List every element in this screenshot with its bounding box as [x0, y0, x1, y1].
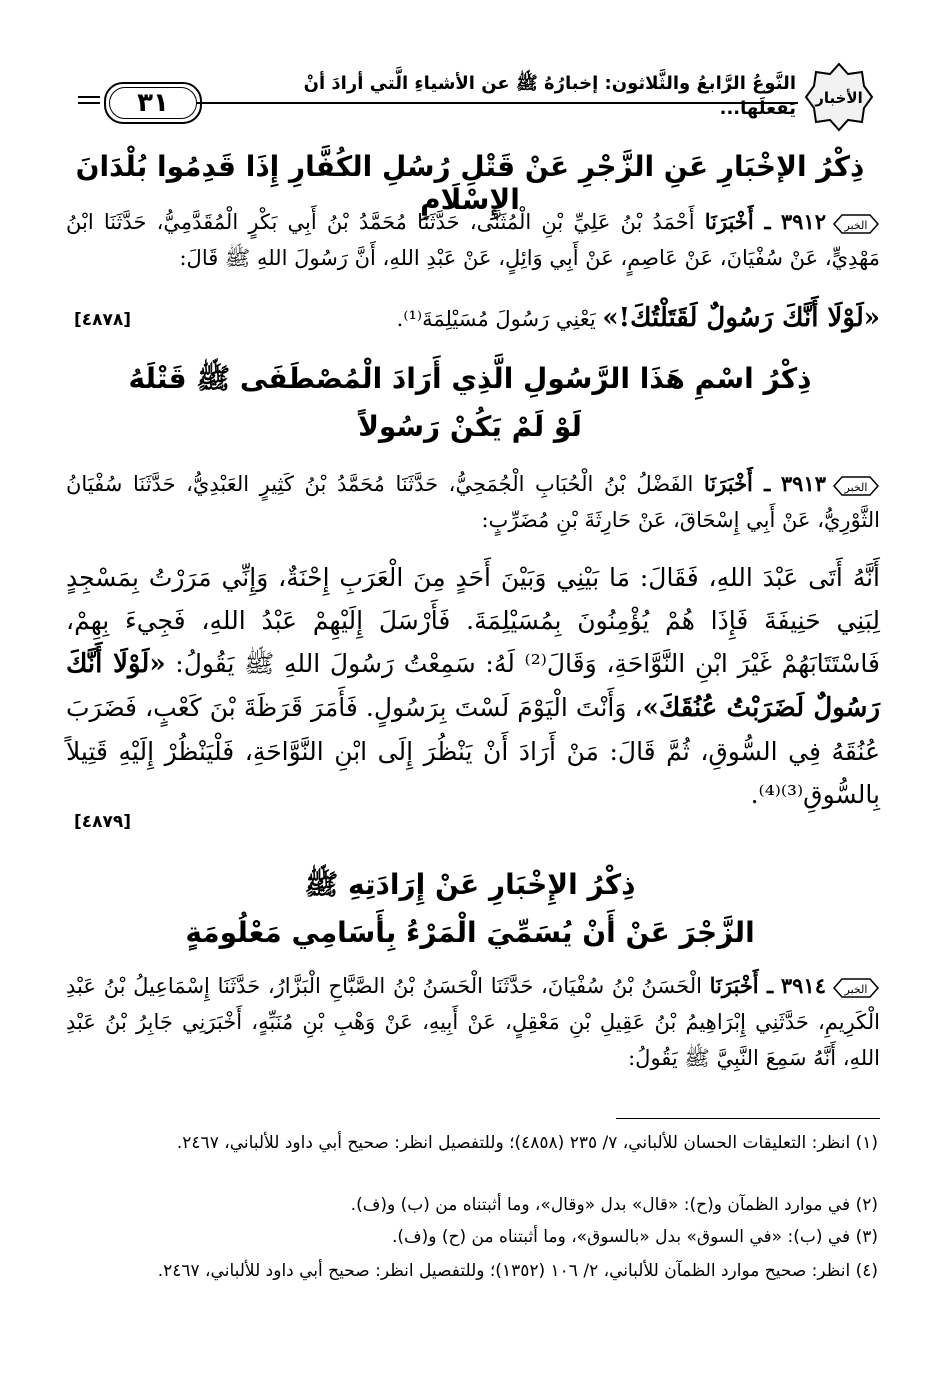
- section-heading-1: ذِكْرُ الإخْبَارِ عَنِ الزَّجْرِ عَنْ قَتْلِ رُسُلِ الكُفَّارِ إِذَا قَدِمُوا بُلْدَانَ الإِسْلَامِ: [75, 150, 865, 216]
- chapter-badge-icon: [804, 62, 874, 132]
- akhbarana-label: ـ أَخْبَرَنَا: [709, 973, 774, 998]
- page-header: [78, 60, 874, 134]
- matn-text: يَعْنِي رَسُولَ مُسَيْلِمَةَ⁽¹⁾.: [396, 307, 603, 331]
- hadith-marker-icon: [832, 213, 880, 235]
- page-number-box: [104, 82, 202, 124]
- isnad-text: أَحْمَدُ بْنُ عَلِيِّ بْنِ الْمُثَنَّى، حَدَّثَنَا مُحَمَّدُ بْنُ أَبِي بَكْرٍ الْمُقَدَّمِيُّ، حَدَّثَنَا ابْنُ مَهْدِيٍّ، عَنْ سُفْيَانَ، عَنْ عَاصِمٍ، عَنْ أَبِي وَائِلٍ، عَنْ عَبْدِ اللهِ، أَنَّ رَسُولَ اللهِ ﷺ قَالَ:: [66, 210, 880, 270]
- footnote-3: (٣) في (ب): «في السوق» بدل «بالسوق»، وما أثبتناه من (ح) و(ف).: [391, 1227, 878, 1247]
- akhbarana-label: ـ أَخْبَرَنَا: [703, 471, 771, 496]
- footnote-2: (٢) في موارد الظمآن و(ح): «قال» بدل «وقال»، وما أثبتناه من (ب) و(ف).: [350, 1195, 878, 1215]
- matn-text-1: أَنَّهُ أَتَى عَبْدَ اللهِ، فَقَالَ: مَا بَيْنِي وَبَيْنَ أَحَدٍ مِنَ الْعَرَبِ إِحْنَةٌ، وَإِنِّي مَرَرْتُ بِمَسْجِدٍ لِبَنِي حَنِيفَةَ فَإِذَا هُمْ يُؤْمِنُونَ بِمُسَيْلِمَةَ. فَأَرْسَلَ إِلَيْهِمْ عَبْدُ اللهِ، فَجِيءَ بِهِمْ، فَاسْتَتَابَهُمْ غَيْرَ ابْنِ النَّوَّاحَةِ، وَقَالَ⁽²⁾ لَهُ: سَمِعْتُ رَسُولَ اللهِ ﷺ يَقُولُ:: [66, 563, 881, 678]
- hadith-3914: [66, 968, 880, 1076]
- section-heading-3-line-1: ذِكْرُ الإِخْبَارِ عَنْ إِرَادَتِهِ ﷺ: [304, 868, 636, 901]
- footnote-1: (١) انظر: التعليقات الحسان للألباني، ٧/ ٢٣٥ (٤٨٥٨)؛ وللتفصيل انظر: صحيح أبي داود للألباني، ٢٤٦٧.: [176, 1133, 878, 1153]
- running-title: النَّوعُ الرَّابعُ والثَّلاثون: إخبارُهُ ﷺ عن الأشياءِ الَّتي أرادَ أنْ يَفعلَها...: [303, 73, 796, 119]
- hadith-marker-label: الخبر: [844, 218, 868, 232]
- footnote-rule: [616, 1118, 880, 1119]
- matn-text-2: ، وَأَنْتَ الْيَوْمَ لَسْتَ بِرَسُولٍ. فَأَمَرَ قَرَظَةَ بْنَ كَعْبٍ، فَضَرَبَ عُنُقَهُ فِي السُّوقِ، ثُمَّ قَالَ: مَنْ أَرَادَ أَنْ يَنْظُرَ إِلَى ابْنِ النَّوَّاحَةِ، فَلْيَنْظُرْ إِلَيْهِ قَتِيلاً بِالسُّوقِ⁽³⁾⁽⁴⁾.: [66, 693, 880, 809]
- isnad-text: الفَضْلُ بْنُ الْحُبَابِ الْجُمَحِيُّ، حَدَّثَنَا مُحَمَّدُ بْنُ كَثِيرٍ العَبْدِيُّ، حَدَّثَنَا سُفْيَانُ الثَّوْرِيُّ، عَنْ أَبِي إِسْحَاقَ، عَنْ حَارِثَةَ بْنِ مُضَرِّبٍ:: [66, 472, 880, 532]
- hadith-marker-label: الخبر: [844, 480, 868, 494]
- hadith-saying: «لَوْلَا أَنَّكَ رَسُولٌ لَضَرَبْتُ عُنُقَكَ»: [66, 649, 880, 723]
- header-rule: [196, 102, 798, 104]
- hadith-number: ٣٩١٢: [780, 209, 826, 234]
- hadith-3913: [66, 466, 880, 538]
- matn-3913: [66, 556, 880, 816]
- akhbarana-label: ـ أَخْبَرَنَا: [704, 209, 771, 234]
- hadith-marker-label: الخبر: [844, 982, 868, 996]
- chapter-badge-label: الأخبار: [815, 89, 863, 107]
- isnad-text: الْحَسَنُ بْنُ سُفْيَانَ، حَدَّثَنَا الْحَسَنُ بْنُ الصَّبَّاحِ الْبَزَّارُ، حَدَّثَنَا إِسْمَاعِيلُ بْنُ عَبْدِ الْكَرِيمِ، حَدَّثَنِي إِبْرَاهِيمُ بْنُ عَقِيلِ بْنِ مَعْقِلٍ، عَنْ أَبِيهِ، عَنْ وَهْبِ بْنِ مُنَبِّهٍ، أَخْبَرَنِي جَابِرُ بْنُ عَبْدِ اللهِ، أَنَّهُ سَمِعَ النَّبِيَّ ﷺ يَقُولُ:: [66, 974, 880, 1070]
- hadith-marker-icon: [832, 475, 880, 497]
- footnote-4: (٤) انظر: صحيح موارد الظمآن للألباني، ٢/ ١٠٦ (١٣٥٢)؛ وللتفصيل انظر: صحيح أبي داود للألباني، ٢٤٦٧.: [157, 1261, 878, 1281]
- matn-3912: [66, 300, 880, 337]
- reference-number: [٤٨٧٨]: [74, 310, 132, 330]
- section-heading-2-line-2: لَوْ لَمْ يَكُنْ رَسُولاً: [358, 410, 582, 443]
- hadith-marker-icon: [832, 977, 880, 999]
- page-number: ٣١: [137, 88, 169, 118]
- section-heading-3-line-2: الزَّجْرَ عَنْ أَنْ يُسَمِّيَ الْمَرْءُ بِأَسَامِي مَعْلُومَةٍ: [185, 916, 755, 949]
- header-left-rule-1: [78, 96, 100, 98]
- hadith-3912: [66, 204, 880, 276]
- hadith-number: ٣٩١٣: [780, 471, 826, 496]
- header-left-rule-2: [78, 102, 100, 104]
- hadith-number: ٣٩١٤: [780, 973, 826, 998]
- hadith-saying: «لَوْلَا أَنَّكَ رَسُولٌ لَقَتَلْتُكَ!»: [602, 303, 880, 333]
- reference-number: [٤٨٧٩]: [74, 812, 132, 832]
- section-heading-2-line-1: ذِكْرُ اسْمِ هَذَا الرَّسُولِ الَّذِي أَرَادَ الْمُصْطَفَى ﷺ قَتْلَهُ: [128, 362, 812, 395]
